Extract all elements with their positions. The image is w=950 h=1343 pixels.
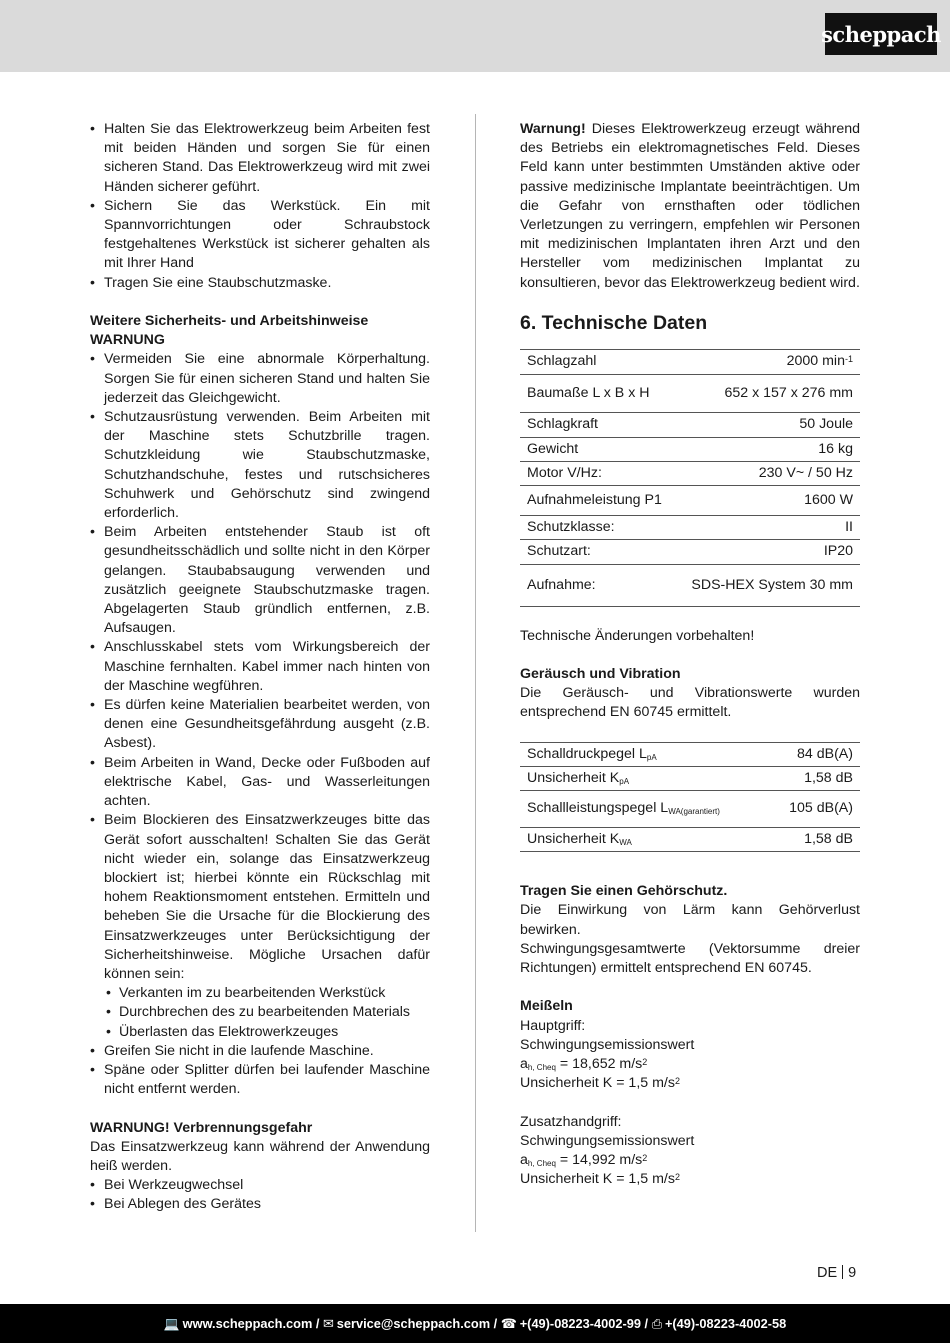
table-cell-value: 1,58 dB — [767, 766, 860, 790]
list-item — [90, 811, 430, 1041]
table-cell-label: Unsicherheit $K_{WA}$ — [520, 828, 767, 852]
table-row — [520, 412, 860, 437]
table-cell-value: SDS-HEX System 30 mm — [670, 564, 860, 606]
footer-phone: +(49)-08223-4002-99 / — [519, 1316, 649, 1331]
burn-warning-text: Das Einsatzwerkzeug kann während der Anwendung heiß werden. — [90, 1138, 430, 1174]
telephone-icon: ☎ — [500, 1315, 517, 1331]
table-cell-label: Schlagzahl — [520, 349, 670, 374]
list-item-text: Beim Blockieren des Einsatzwerkzeuges bitte das Gerät sofort ausschalten! Schalten Sie das Gerät nicht wieder ein, solange das Einsatzwerkzeug blockiert ist; hierbei könnte ein Rückschlag mit hohem Reaktionsmoment entstehen. Ermitteln und beheben Sie die Ursache für die Blockierung des Einsatzwerkzeuges unter Berücksichtigung der Sicherheitshinweise. Mögliche Ursachen dafür können sein: — [104, 812, 430, 982]
burn-warning-heading: WARNUNG! Verbrennungsgefahr — [90, 1119, 313, 1136]
list-item: • Vermeiden Sie eine abnormale Körperhaltung. Sorgen Sie für einen sicheren Stand und halten Sie jederzeit das Gleichgewicht. — [90, 350, 430, 408]
table-row — [520, 828, 860, 852]
table-row — [520, 437, 860, 461]
aux-grip-uncertainty: Unsicherheit K = 1,5 $m/s^2$ — [520, 1171, 680, 1188]
sublist-item: • Durchbrechen des zu bearbeitenden Materials — [104, 1003, 430, 1022]
table-cell-label: Motor V/Hz: — [520, 462, 670, 486]
emf-warning-label: Warnung! — [520, 121, 586, 137]
hearing-text: Die Einwirkung von Lärm kann Gehörverlust bewirken. — [520, 902, 860, 938]
footer-website[interactable]: www.scheppach.com / — [182, 1316, 320, 1331]
table-cell-label: Unsicherheit $K_{pA}$ — [520, 766, 767, 790]
sublist-item: • Überlasten das Elektrowerkzeuges — [104, 1023, 430, 1042]
technical-data-table — [520, 349, 860, 607]
table-cell-value: 1600 W — [670, 486, 860, 516]
noise-table — [520, 742, 860, 853]
right-column — [520, 120, 860, 1189]
list-item: • Beim Arbeiten entstehender Staub ist oft gesundheitsschädlich und sollte nicht in den Körper gelangen. Staubabsaugung verwenden und zusätzlich geeignete Staubschutzmaske tragen. Abgelagerten Staub gründlich entfernen, z.B. Aufsaugen. — [90, 523, 430, 638]
table-cell-label: Aufnahmeleistung P1 — [520, 486, 670, 516]
list-item: • Anschlusskabel stets vom Wirkungsbereich der Maschine fernhalten. Kabel immer nach hinten von der Maschine wegführen. — [90, 638, 430, 696]
header-bar — [0, 0, 950, 72]
table-cell-label: Schallleistungspegel $L_{WA(garantiert)}$ — [520, 791, 767, 828]
table-cell-label: Schutzart: — [520, 540, 670, 564]
table-row — [520, 766, 860, 790]
table-cell-label: Schlagkraft — [520, 412, 670, 437]
section-title-technical-data: 6. Technische Daten — [520, 311, 708, 334]
table-cell-label: Baumaße L x B x H — [520, 374, 670, 412]
list-item: • Tragen Sie eine Staubschutzmaske. — [90, 274, 430, 293]
list-item: • Es dürfen keine Materialien bearbeitet werden, von denen eine Gesundheitsgefährdung ausgeht (z.B. Asbest). — [90, 696, 430, 754]
emission-label: Schwingungsemissionswert — [520, 1132, 695, 1149]
table-row — [520, 486, 860, 516]
table-cell-value: 84 dB(A) — [767, 742, 860, 766]
sublist-item: • Verkanten im zu bearbeitenden Werkstück — [104, 984, 430, 1003]
table-row — [520, 462, 860, 486]
safety-list-1 — [90, 120, 430, 293]
table-row — [520, 516, 860, 540]
table-row — [520, 742, 860, 766]
main-grip-label: Hauptgriff: — [520, 1017, 586, 1034]
scheppach-logo: scheppach — [825, 13, 937, 55]
table-cell-value: 1,58 dB — [767, 828, 860, 852]
footer-email[interactable]: service@scheppach.com / — [336, 1316, 498, 1331]
column-divider — [475, 114, 476, 1232]
hearing-protection-heading: Tragen Sie einen Gehörschutz. — [520, 883, 728, 900]
table-cell-value: 16 kg — [670, 437, 860, 461]
table-cell-label: Schutzklasse: — [520, 516, 670, 540]
table-row — [520, 540, 860, 564]
list-item: • Beim Arbeiten in Wand, Decke oder Fußboden auf elektrische Kabel, Gas- und Wasserleitungen achten. — [90, 754, 430, 812]
emission-label: Schwingungsemissionswert — [520, 1036, 695, 1053]
main-grip-value: $a_{h, Cheq} = 18,652$ $m/s^2$ — [520, 1056, 648, 1073]
page-number: DE 9 — [817, 1265, 857, 1281]
table-cell-value: II — [670, 516, 860, 540]
table-row — [520, 791, 860, 828]
list-item: • Bei Werkzeugwechsel — [90, 1176, 430, 1195]
table-cell-value: 2000 $\min^{-1}$ — [670, 349, 860, 374]
list-item: • Sichern Sie das Werkstück. Ein mit Spannvorrichtungen oder Schraubstock festgehaltenes Werkstück ist sicherer gehalten als mit Ihrer Hand — [90, 197, 430, 274]
list-item: • Schutzausrüstung verwenden. Beim Arbeiten mit der Maschine stets Schutzbrille tragen. Schutzkleidung wie Staubschutzmaske, Schutzhandschuhe, festes und rutschsicheres Schuhwerk und Gehörschutz sind zwingend erforderlich. — [90, 408, 430, 523]
table-row — [520, 564, 860, 606]
table-cell-value: 50 Joule — [670, 412, 860, 437]
aux-grip-value: $a_{h, Cheq} = 14,992$ $m/s^2$ — [520, 1152, 648, 1169]
noise-heading: Geräusch und Vibration — [520, 666, 681, 683]
emf-warning-text: Dieses Elektrowerkzeug erzeugt während des Betriebs ein elektromagnetisches Feld. Dieses Feld kann unter bestimmten Umständen aktive oder passive medizinische Implantate beeinträchtigen. Um die Gefahr von ernsthaften oder tödlichen Verletzungen zu verringern, empfehlen wir Personen mit medizinischen Implantaten ihren Arzt und den Hersteller vom medizinischen Implantat zu konsultieren, bevor das Elektrowerkzeug bedient wird. — [520, 121, 860, 291]
safety-list-2 — [90, 350, 430, 1099]
table-cell-label: Gewicht — [520, 437, 670, 461]
left-column — [90, 120, 430, 1215]
table-cell-label: Schalldruckpegel $L_{pA}$ — [520, 742, 767, 766]
list-item: • Greifen Sie nicht in die laufende Maschine. — [90, 1042, 430, 1061]
table-row — [520, 374, 860, 412]
causes-sublist — [104, 984, 430, 1042]
list-item: • Bei Ablegen des Gerätes — [90, 1195, 430, 1214]
list-item: • Späne oder Splitter dürfen bei laufender Maschine nicht entfernt werden. — [90, 1061, 430, 1099]
fax-icon: ⎙ — [651, 1315, 662, 1331]
warning-label: WARNUNG — [90, 332, 165, 349]
footer-fax: +(49)-08223-4002-58 — [664, 1316, 787, 1331]
main-grip-uncertainty: Unsicherheit K = 1,5 $m/s^2$ — [520, 1075, 680, 1092]
aux-grip-label: Zusatzhandgriff: — [520, 1113, 622, 1130]
table-cell-value: 652 x 157 x 276 mm — [670, 374, 860, 412]
table-cell-value: IP20 — [670, 540, 860, 564]
technical-note: Technische Änderungen vorbehalten! — [520, 627, 755, 644]
computer-icon: 💻 — [163, 1315, 180, 1331]
vibration-text: Schwingungsgesamtwerte (Vektorsumme dreier Richtungen) ermittelt entsprechend EN 60745. — [520, 940, 860, 977]
footer-bar — [0, 1304, 950, 1343]
table-row — [520, 349, 860, 374]
emf-warning — [520, 120, 860, 293]
burn-list — [90, 1176, 430, 1214]
table-cell-value: 105 dB(A) — [767, 791, 860, 828]
section-heading: Weitere Sicherheits- und Arbeitshinweise — [90, 313, 369, 330]
noise-text: Die Geräusch- und Vibrationswerte wurden entsprechend EN 60745 ermittelt. — [520, 685, 860, 721]
chiselling-heading: Meißeln — [520, 998, 573, 1015]
list-item: • Halten Sie das Elektrowerkzeug beim Arbeiten fest mit beiden Händen und sorgen Sie für einen sicheren Stand. Das Elektrowerkzeug wird mit zwei Händen sicherer geführt. — [90, 120, 430, 197]
table-cell-label: Aufnahme: — [520, 564, 670, 606]
table-cell-value: 230 V~ / 50 Hz — [670, 462, 860, 486]
envelope-icon: ✉ — [323, 1315, 334, 1331]
